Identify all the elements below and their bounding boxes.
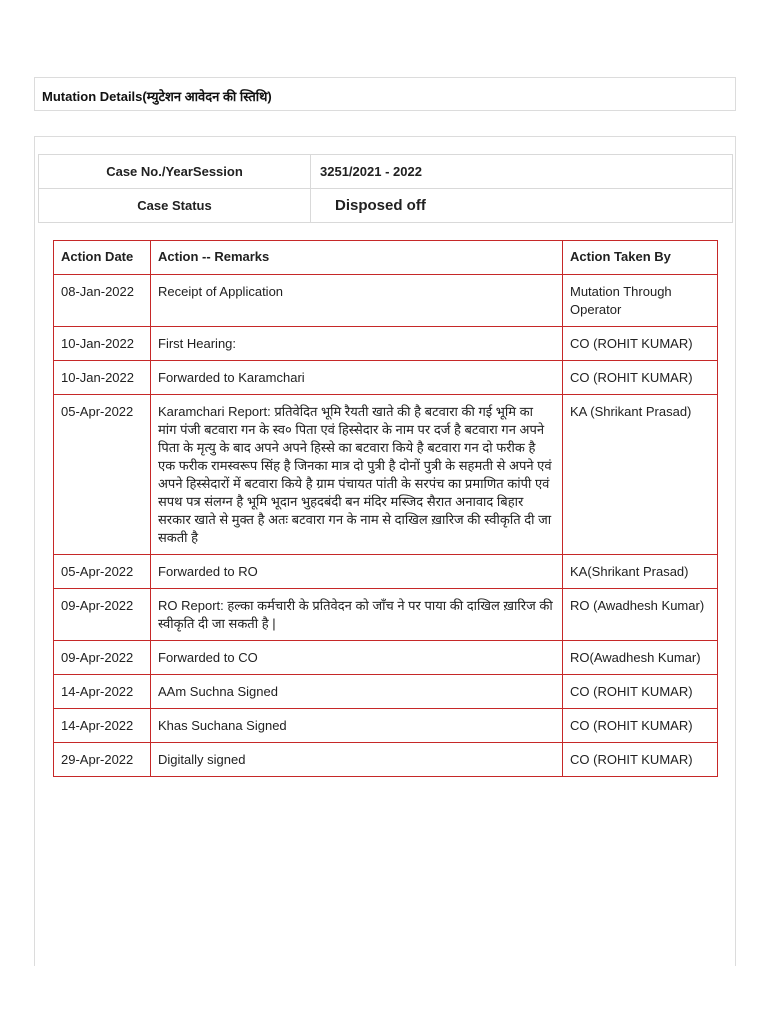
- action-taken-by: Mutation Through Operator: [563, 275, 718, 327]
- table-row: [54, 361, 718, 395]
- action-taken-by: CO (ROHIT KUMAR): [563, 327, 718, 361]
- action-taken-by: CO (ROHIT KUMAR): [563, 709, 718, 743]
- action-date-header: Action Date: [54, 241, 151, 275]
- case-status-row: [39, 189, 733, 223]
- action-taken-by: CO (ROHIT KUMAR): [563, 361, 718, 395]
- action-table-header-row: [54, 241, 718, 275]
- action-remarks: Khas Suchana Signed: [151, 709, 563, 743]
- table-row: [54, 675, 718, 709]
- action-remarks: Forwarded to RO: [151, 555, 563, 589]
- table-row: [54, 709, 718, 743]
- action-date: 14-Apr-2022: [54, 709, 151, 743]
- action-remarks-header: Action -- Remarks: [151, 241, 563, 275]
- action-taken-by: KA (Shrikant Prasad): [563, 395, 718, 555]
- mutation-details-header: [34, 77, 736, 111]
- action-taken-by: RO(Awadhesh Kumar): [563, 641, 718, 675]
- action-remarks: Karamchari Report: प्रतिवेदित भूमि रैयती खाते की है बटवारा की गई भूमि का मांग पंजी बटवारा गन के स्व० पिता एवं हिस्सेदार के नाम पर दर्ज है बटवारा गन अपने पिता के मृत्यु के बाद अपने अपने हिस्से का बटवारा किये है बटवारा गन दो फरीक है एक फरीक रामस्वरूप सिंह है जिनका मात्र दो पुत्री है दोनों पुत्री के सहमती से अपने एवं अपने हिस्सेदारों में बटवारा किये है ग्राम पंचायत पांती के सरपंच का प्रमाणित कांपी एवं सपथ पत्र संलग्न है भूमि भूदान भुहदबंदी बन मंदिर मस्जिद सैरात अनावाद बिहार सरकार खाते से मुक्त है अतः बटवारा गन के नाम से दाखिल ख़ारिज की स्वीकृति दी जा सकती है: [151, 395, 563, 555]
- table-row: [54, 395, 718, 555]
- action-remarks: AAm Suchna Signed: [151, 675, 563, 709]
- case-info-table: [38, 154, 733, 223]
- table-row: [54, 275, 718, 327]
- table-row: [54, 743, 718, 777]
- action-remarks: Forwarded to Karamchari: [151, 361, 563, 395]
- case-number-row: [39, 155, 733, 189]
- action-date: 05-Apr-2022: [54, 395, 151, 555]
- action-taken-by: KA(Shrikant Prasad): [563, 555, 718, 589]
- action-date: 10-Jan-2022: [54, 327, 151, 361]
- case-number-value: 3251/2021 - 2022: [311, 155, 733, 189]
- action-taken-by: RO (Awadhesh Kumar): [563, 589, 718, 641]
- action-taken-by: CO (ROHIT KUMAR): [563, 743, 718, 777]
- action-date: 05-Apr-2022: [54, 555, 151, 589]
- action-remarks: RO Report: हल्का कर्मचारी के प्रतिवेदन को जाँच ने पर पाया की दाखिल ख़ारिज की स्वीकृति दी जा सकती है |: [151, 589, 563, 641]
- action-remarks: Forwarded to CO: [151, 641, 563, 675]
- action-date: 10-Jan-2022: [54, 361, 151, 395]
- action-date: 08-Jan-2022: [54, 275, 151, 327]
- table-row: [54, 327, 718, 361]
- action-date: 14-Apr-2022: [54, 675, 151, 709]
- action-taken-by: CO (ROHIT KUMAR): [563, 675, 718, 709]
- action-remarks: Receipt of Application: [151, 275, 563, 327]
- action-taken-by-header: Action Taken By: [563, 241, 718, 275]
- table-row: [54, 641, 718, 675]
- table-row: [54, 555, 718, 589]
- action-date: 09-Apr-2022: [54, 589, 151, 641]
- action-remarks: First Hearing:: [151, 327, 563, 361]
- case-status-value: Disposed off: [311, 189, 733, 223]
- table-row: [54, 589, 718, 641]
- action-date: 29-Apr-2022: [54, 743, 151, 777]
- action-history-table: [53, 240, 718, 777]
- case-status-label: Case Status: [39, 189, 311, 223]
- case-number-label: Case No./YearSession: [39, 155, 311, 189]
- action-remarks: Digitally signed: [151, 743, 563, 777]
- page-title: Mutation Details(म्युटेशन आवेदन की स्तिथि): [42, 89, 272, 104]
- action-date: 09-Apr-2022: [54, 641, 151, 675]
